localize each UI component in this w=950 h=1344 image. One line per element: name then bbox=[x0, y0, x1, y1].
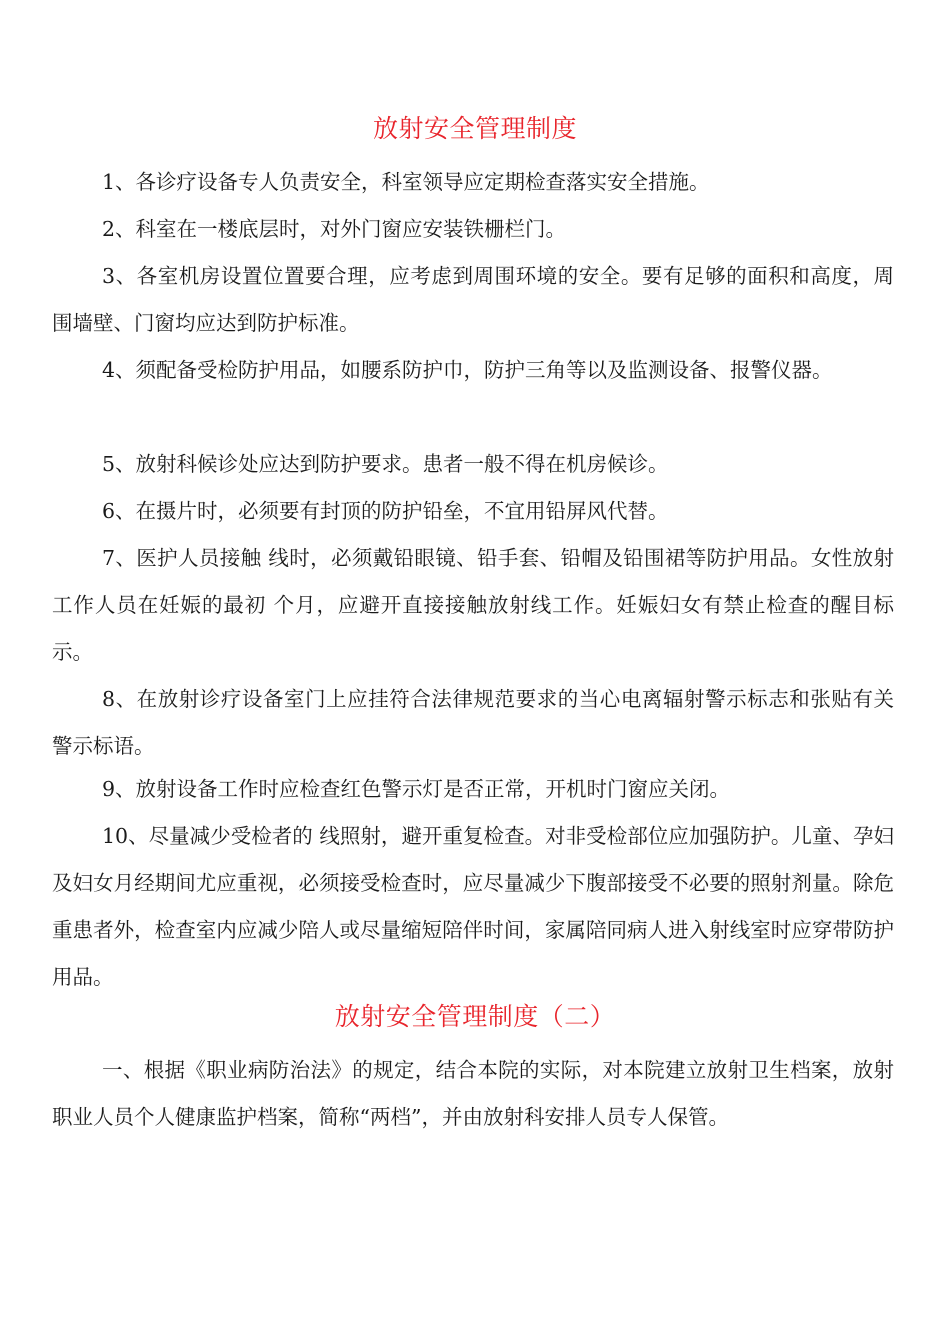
rule-paragraph-6: 6、在摄片时，必须要有封顶的防护铅垒，不宜用铅屏风代替。 bbox=[102, 499, 669, 523]
rule-paragraph-4: 4、须配备受检防护用品，如腰系防护巾，防护三角等以及监测设备、报警仪器。 bbox=[102, 358, 833, 382]
rule-paragraph-1: 1、各诊疗设备专人负责安全，科室领导应定期检查落实安全措施。 bbox=[102, 170, 710, 194]
section-2-title: 放射安全管理制度（二） bbox=[334, 1002, 616, 1031]
rule-paragraph-10: 10、尽量减少受检者的 线照射，避开重复检查。对非受检部位应加强防护。儿童、孕妇及妇女月经期间尤应重视，必须接受检查时，应尽量减少下腹部接受不必要的照射剂量。除危重患者外，检查室内应减少陪人或尽量缩短陪伴时间，家属陪同病人进入射线室时应穿带防护用品。 bbox=[52, 824, 894, 989]
rule-paragraph-2: 2、科室在一楼底层时，对外门窗应安装铁栅栏门。 bbox=[102, 217, 567, 241]
rule-paragraph-5: 5、放射科候诊处应达到防护要求。患者一般不得在机房候诊。 bbox=[102, 452, 669, 476]
rule-paragraph-7: 7、医护人员接触 线时，必须戴铅眼镜、铅手套、铅帽及铅围裙等防护用品。女性放射工作人员在妊娠的最初 个月，应避开直接接触放射线工作。妊娠妇女有禁止检查的醒目标示。 bbox=[52, 546, 894, 664]
rule-paragraph-9: 9、放射设备工作时应检查红色警示灯是否正常，开机时门窗应关闭。 bbox=[102, 777, 731, 801]
rule-paragraph-3: 3、各室机房设置位置要合理，应考虑到周围环境的安全。要有足够的面积和高度，周围墙壁、门窗均应达到防护标准。 bbox=[52, 264, 894, 335]
rule-paragraph-8: 8、在放射诊疗设备室门上应挂符合法律规范要求的当心电离辐射警示标志和张贴有关警示标语。 bbox=[52, 687, 894, 758]
section-1-title: 放射安全管理制度 bbox=[372, 114, 577, 143]
section-2-paragraph-1: 一、根据《职业病防治法》的规定，结合本院的实际，对本院建立放射卫生档案，放射职业人员个人健康监护档案，简称“两档”，并由放射科安排人员专人保管。 bbox=[52, 1058, 894, 1129]
